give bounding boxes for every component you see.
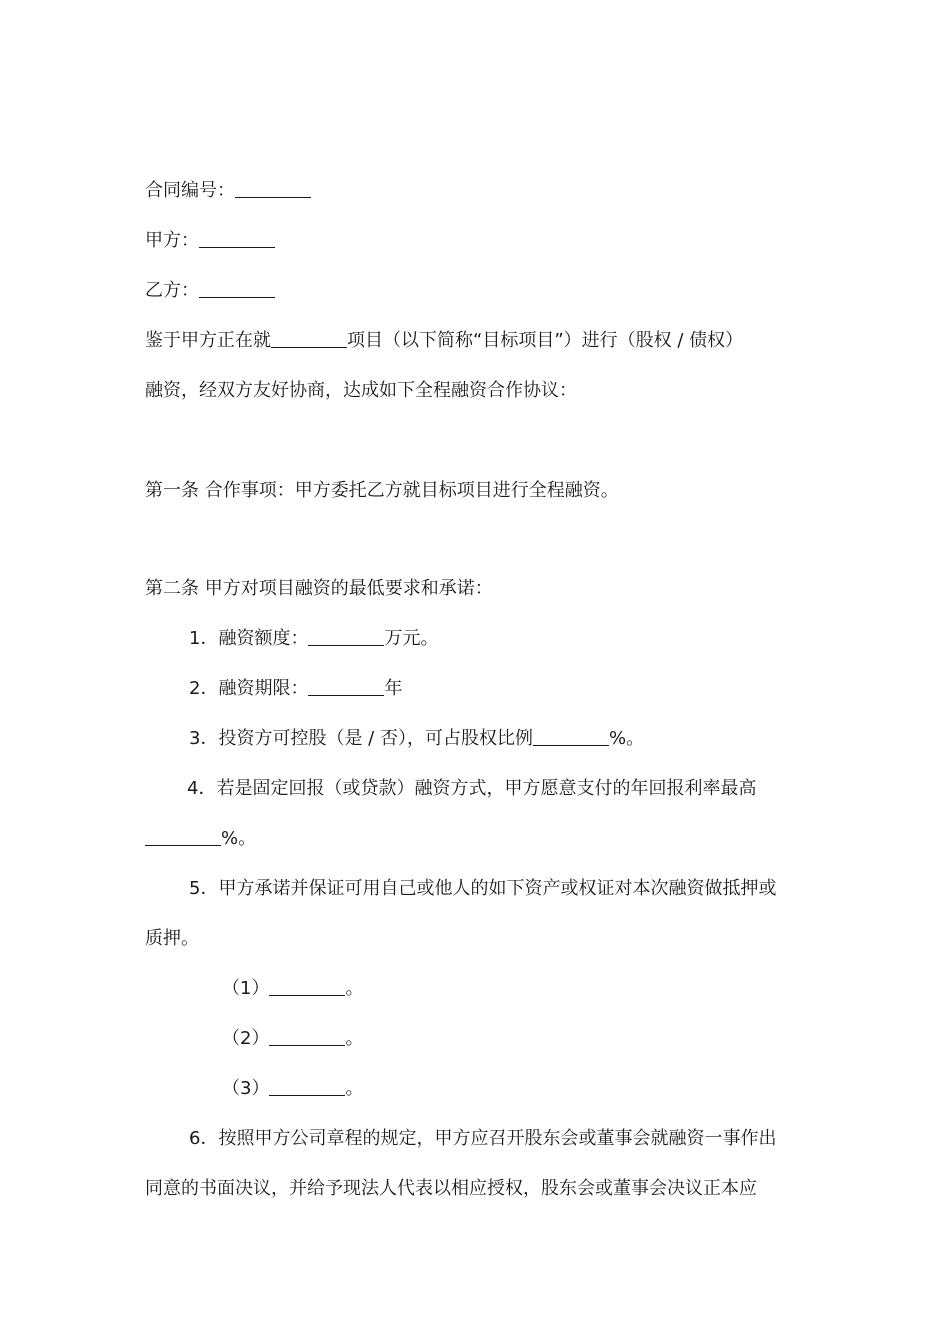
return-rate-blank[interactable] [145,827,221,846]
sub-item-1-label: （1） [222,978,270,999]
item-2-label: 2．融资期限： [189,678,309,699]
contract-number-label: 合同编号： [145,180,235,201]
item-3-label: 3．投资方可控股（是 / 否），可占股权比例 [189,728,533,749]
sub-item-2-end: 。 [345,1028,364,1049]
item-1-label: 1．融资额度： [189,628,309,649]
asset-3-blank[interactable] [269,1077,345,1096]
preamble-text-b: 项目（以下简称“目标项目”）进行（股权 / 债权） [347,330,744,351]
item-4-unit: %。 [221,828,257,849]
item-6-line-2: 同意的书面决议，并给予现法人代表以相应授权，股东会或董事会决议正本应 [145,1178,757,1199]
sub-item-2-label: （2） [222,1028,270,1049]
sub-item-1 [222,976,363,1002]
item-6-line-1: 6．按照甲方公司章程的规定，甲方应召开股东会或董事会就融资一事作出 [189,1128,777,1149]
sub-item-2 [222,1026,363,1052]
financing-amount-blank[interactable] [308,627,384,646]
party-b-line [145,278,275,304]
item-3-line [189,726,644,752]
contract-number-line [145,178,311,204]
asset-1-blank[interactable] [269,977,345,996]
item-5-line-2: 质押。 [145,928,199,949]
sub-item-3 [222,1076,363,1102]
item-5-line-1: 5．甲方承诺并保证可用自己或他人的如下资产或权证对本次融资做抵押或 [189,878,777,899]
sub-item-1-end: 。 [345,978,364,999]
asset-2-blank[interactable] [269,1027,345,1046]
article-2-title: 第二条 甲方对项目融资的最低要求和承诺： [145,578,493,599]
sub-item-3-label: （3） [222,1078,270,1099]
preamble-line-1 [145,328,743,354]
article-1: 第一条 合作事项：甲方委托乙方就目标项目进行全程融资。 [145,480,619,501]
preamble-line-2: 融资，经双方友好协商，达成如下全程融资合作协议： [145,380,577,401]
equity-ratio-blank[interactable] [533,727,609,746]
party-b-label: 乙方： [145,280,199,301]
item-4-line-1: 4．若是固定回报（或贷款）融资方式，甲方愿意支付的年回报利率最高 [187,778,757,799]
project-name-blank[interactable] [271,329,347,348]
item-2-unit: 年 [384,678,403,699]
preamble-text-a: 鉴于甲方正在就 [145,330,271,351]
sub-item-3-end: 。 [345,1078,364,1099]
item-4-line-2 [145,826,256,852]
party-a-line [145,228,275,254]
item-1-unit: 万元。 [384,628,439,649]
party-a-blank[interactable] [199,229,275,248]
item-2-line [189,676,402,702]
contract-number-blank[interactable] [235,179,311,198]
party-a-label: 甲方： [145,230,199,251]
financing-term-blank[interactable] [308,677,384,696]
item-3-unit: %。 [608,728,645,749]
party-b-blank[interactable] [199,279,275,298]
item-1-line [189,626,438,652]
